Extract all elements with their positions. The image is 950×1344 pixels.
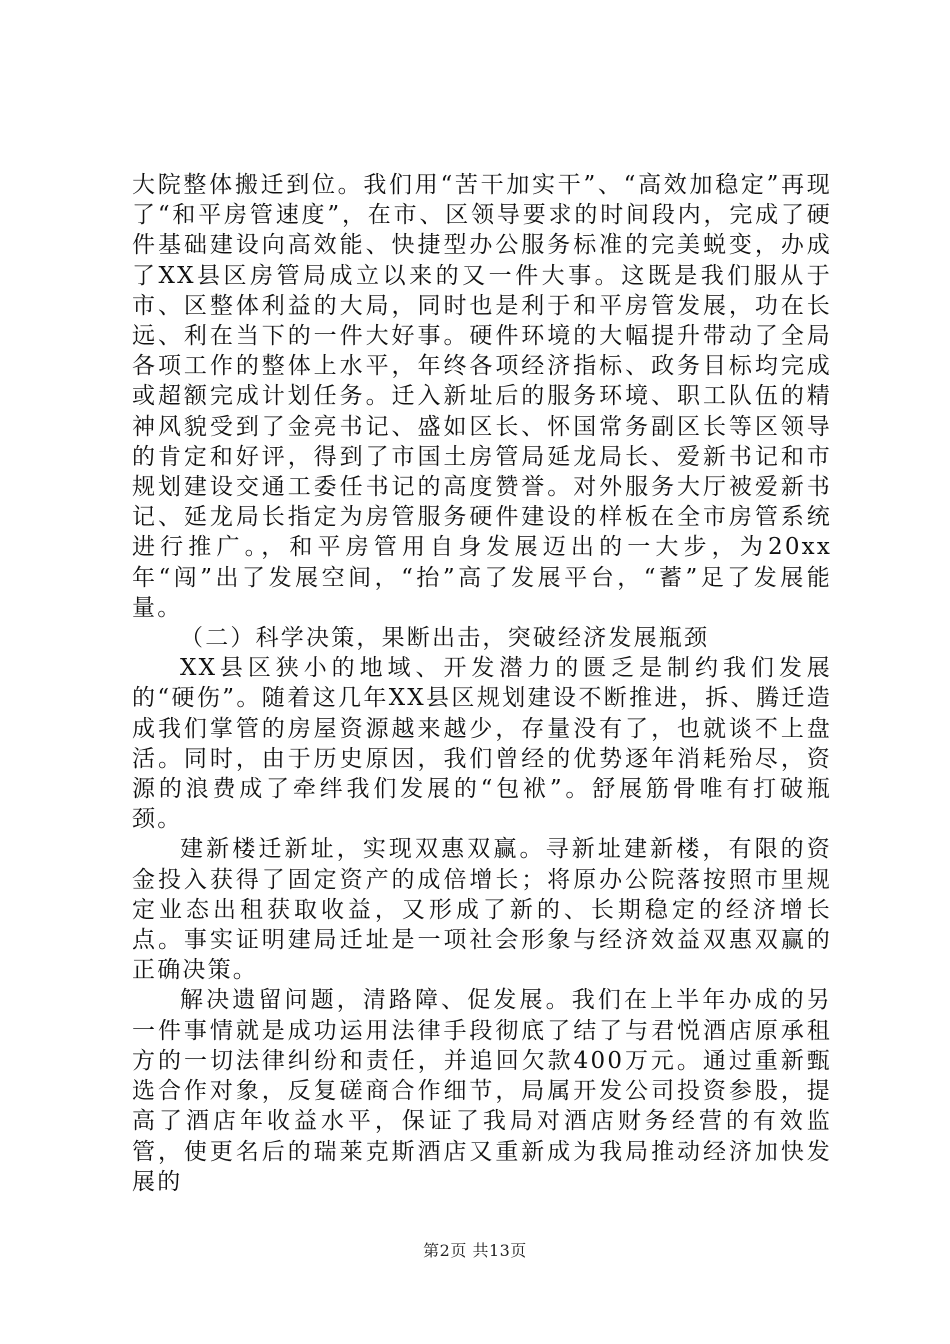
paragraph-4: 建新楼迁新址，实现双惠双赢。寻新址建新楼，有限的资金投入获得了固定资产的成倍增长；将原办公院落按照市里规定业态出租获取收益，又形成了新的、长期稳定的经济增长点。事实证明建局迁址是一项社会形象与经济效益双惠双赢的正确决策。 (132, 836, 832, 984)
paragraph-3: XX县区狭小的地域、开发潜力的匮乏是制约我们发展的“硬伤”。随着这几年XX县区规划建设不断推进，拆、腾迁造成我们掌管的房屋资源越来越少，存量没有了，也就谈不上盘活。同时，由于历史原因，我们曾经的优势逐年消耗殆尽，资源的浪费成了牵绊我们发展的“包袱”。舒展筋骨唯有打破瓶颈。 (132, 655, 832, 833)
section-heading: （二）科学决策，果断出击，突破经济发展瓶颈 (180, 625, 710, 652)
document-body (132, 170, 832, 1197)
page-number-footer: 第2页 共13页 (423, 1241, 527, 1260)
paragraph-5: 解决遗留问题，清路障、促发展。我们在上半年办成的另一件事情就是成功运用法律手段彻底了结了与君悦酒店原承租方的一切法律纠纷和责任，并追回欠款400万元。通过重新甄选合作对象，反复磋商合作细节，局属开发公司投资参股，提高了酒店年收益水平，保证了我局对酒店财务经营的有效监管，使更名后的瑞莱克斯酒店又重新成为我局推动经济加快发展的 (132, 987, 832, 1195)
paragraph-1: 大院整体搬迁到位。我们用“苦干加实干”、“高效加稳定”再现了“和平房管速度”，在市、区领导要求的时间段内，完成了硬件基础建设向高效能、快捷型办公服务标准的完美蜕变，办成了XX县区房管局成立以来的又一件大事。这既是我们服从于市、区整体利益的大局，同时也是利于和平房管发展，功在长远、利在当下的一件大好事。硬件环境的大幅提升带动了全局各项工作的整体上水平，年终各项经济指标、政务目标均完成或超额完成计划任务。迁入新址后的服务环境、职工队伍的精神风貌受到了金亮书记、盛如区长、怀国常务副区长等区领导的肯定和好评，得到了市国土房管局延龙局长、爱新书记和市规划建设交通工委任书记的高度赞誉。对外服务大厅被爱新书记、延龙局长指定为房管服务硬件建设的样板在全市房管系统进行推广。，和平房管用自身发展迈出的一大步，为20xx年“闯”出了发展空间，“抬”高了发展平台，“蓄”足了发展能量。 (132, 172, 832, 621)
